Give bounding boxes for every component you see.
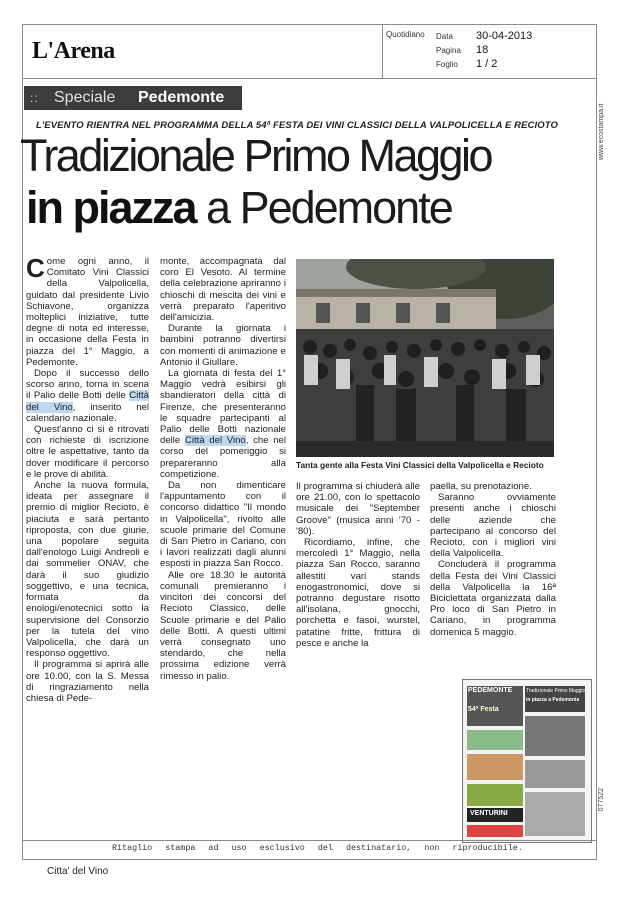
col1-paragraph-4: Anche la nuova formula, ideata per assegnare il premio di miglior Recioto, è piaciuta e sarà pertanto riproposta, con due giurie, una popolare seguita dall'enologo Luigi Andreoli e dai sommelier ONAV, che darà il suo giudizio soggettivo, e una tecnica, formata da enologi/enotecnici sotto la supervisione del Consorzio per la tutela del vino Valpolicella, che darà un responso oggettivo. (26, 480, 149, 660)
dropcap: C (26, 253, 45, 283)
thumb-text-1: PEDEMONTE (468, 687, 513, 694)
meta-pagina-label: Pagina (436, 46, 461, 55)
thumb-ad-2 (467, 754, 523, 780)
meta-data-value: 30-04-2013 (476, 30, 533, 42)
col4-paragraph-3: Concluderà il programma della Festa dei Vini Classici della Valpolicella la 16ª Biciclettata organizzata dalla Pro loco di San Pietro in Cariano, in programma domenica 5 maggio. (430, 559, 556, 638)
thumb-text-2: Tradizionale Primo Maggio (526, 688, 586, 694)
col1-paragraph-5: Il programma si aprirà alle ore 10.00, con la S. Messa di ringraziamento nella chiesa di Pede- (26, 659, 149, 704)
thumb-ad (467, 730, 523, 750)
meta-pagina-value: 18 (476, 44, 489, 56)
thumb-photo (525, 716, 585, 756)
title-bold: in piazza (26, 182, 196, 233)
banner-dots-icon: :: (30, 91, 39, 105)
section-banner (24, 86, 242, 110)
article-column-3 (296, 481, 420, 649)
meta-data-label: Data (436, 32, 453, 41)
article-title-line2 (26, 182, 452, 234)
col3-paragraph-1: Il programma si chiuderà alle ore 21.00, con lo spettacolo musicale dei "September Groove" (musica anni '70 - '80). (296, 481, 420, 537)
thumb-ad-3 (467, 784, 523, 806)
thumb-text-4: 54ª Festa (468, 706, 499, 713)
meta-foglio-label: Foglio (436, 60, 458, 69)
bottom-label: Citta' del Vino (47, 866, 109, 877)
col2-paragraph-5: Alle ore 18.30 le autorità comunali premieranno i vincitori dei concorsi del Recioto Classico, delle Scuole primarie e del Palio delle Botti. A questi ultimi verrà consegnato uno stendardo, che nella prossima edizione verrà rimesso in palio. (160, 569, 286, 682)
col2-paragraph-1: monte, accompagnata dal coro El Vesoto. Al termine della celebrazione apriranno i chioschi di mescita dei vini e verrà preparato l'aperitivo dell'amicizia. (160, 256, 286, 324)
photo-caption: Tanta gente alla Festa Vini Classici della Valpolicella e Recioto (296, 460, 544, 470)
article-column-1 (26, 253, 150, 704)
banner-section: Speciale (54, 89, 116, 106)
col1-paragraph-3: Quest'anno ci si è ritrovati con richieste di iscrizione oltre le aspettative, tanto da dover modificare il percorso e le prove di abilità. (26, 424, 149, 480)
article-title-line1: Tradizionale Primo Maggio (20, 130, 492, 181)
thumb-text-block-2 (525, 792, 585, 836)
meta-type: Quotidiano (386, 30, 425, 39)
article-column-2 (160, 256, 286, 682)
footer-notice: Ritaglio stampa ad uso esclusivo del destinatario, non riproducibile. (112, 843, 523, 853)
thumb-ad-5 (467, 825, 523, 837)
side-url: www.ecostampa.it (598, 103, 605, 160)
header-divider (22, 78, 596, 79)
col3-paragraph-2: Ricordiamo, infine, che mercoledì 1° Maggio, nella piazza San Rocco, saranno allestiti vari stands enogastronomici, dove si potranno degustare risotto all'isolana, gnocchi, porchetta e fasoi, wurstel, patatine fritte, frittura di pesce e anche la (296, 537, 420, 649)
page-thumbnail (462, 679, 592, 843)
col2-paragraph-2: Durante la giornata i bambini potranno divertirsi con momenti di animazione e Antonio il Giullare. (160, 323, 286, 368)
col1-paragraph-1: Come ogni anno, il Comitato Vini Classici della Valpolicella, guidato dal presidente Livio Schiavone, organizza molteplici iniziative, tutte degne di nota ed interesse, in occasione della Festa in piazza del 1° Maggio, a Pedemonte. (26, 253, 149, 368)
col1-paragraph-2: Dopo il successo dello scorso anno, torna in scena il Palio delle Botti delle Città del Vino, inserito nel calendario nazionale. (26, 368, 150, 424)
article-column-4 (430, 481, 556, 638)
thumb-text-3: in piazza a Pedemonte (526, 697, 580, 703)
col4-paragraph-1: paella, su prenotazione. (430, 481, 532, 492)
title-rest: a Pedemonte (195, 182, 452, 233)
thumb-text-block (525, 760, 585, 788)
col2-paragraph-3: La giornata di festa del 1° Maggio vedrà esibirsi gli sbandieratori della città di Firenze, che presenteranno le squadre partecipanti al Palio delle Botti nazionale delle Città del Vino, che nel corso del pomeriggio si prepareranno alla competizione. (160, 368, 287, 480)
thumb-text-5: VENTURINI (470, 810, 508, 817)
col4-paragraph-2: Saranno ovviamente presenti anche i chioschi delle aziende che partecipano al concorso del Recioto, con i migliori vini della Valpolicella. (430, 492, 556, 560)
article-photo (296, 259, 554, 457)
crowd-photo-image (296, 259, 554, 457)
col2-paragraph-4: Da non dimenticare l'appuntamento con il concorso didattico "Il mondo in Valpolicella", rivolto alle scuole primarie del Comune di San Pietro in Cariano, con i lavori realizzati dagli alunni esposti in piazza San Rocco. (160, 480, 286, 570)
highlight-citta-del-vino: Città del Vino (26, 390, 149, 413)
newspaper-logo: L'Arena (32, 38, 115, 64)
highlight-citta-del-vino: Città del Vino (184, 435, 246, 447)
meta-foglio-value: 1 / 2 (476, 58, 498, 70)
banner-name: Pedemonte (138, 89, 225, 106)
side-code: 077522 (598, 788, 605, 812)
article-kicker: L'EVENTO RIENTRA NEL PROGRAMMA DELLA 54ª FESTA DEI VINI CLASSICI DELLA VALPOLICELLA E RECIOTO (36, 120, 558, 131)
